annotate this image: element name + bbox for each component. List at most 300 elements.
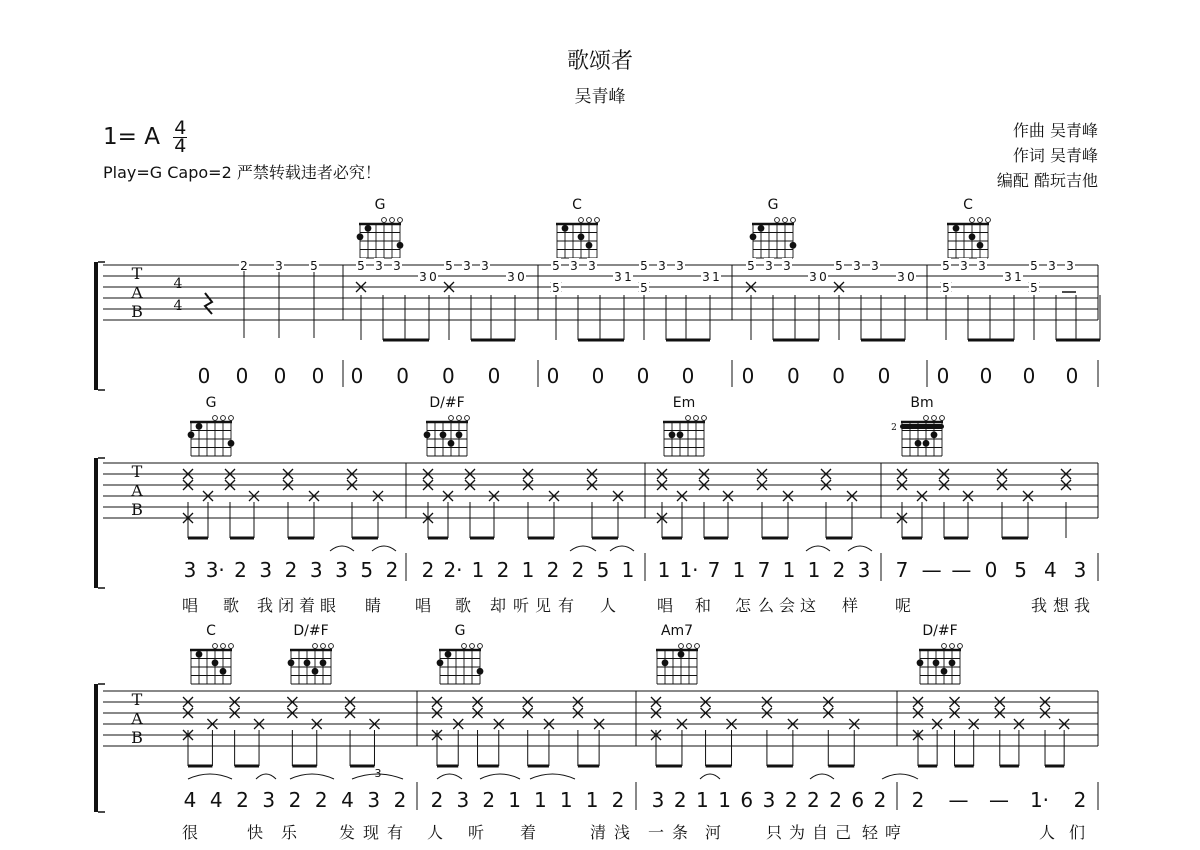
open-string-circle bbox=[321, 644, 326, 649]
lyric-char: 这 bbox=[799, 596, 817, 615]
open-string-circle bbox=[694, 416, 699, 421]
lyric-char: 听 bbox=[512, 596, 530, 615]
slur-arc bbox=[437, 774, 462, 779]
open-string-circle bbox=[398, 218, 403, 223]
jianpu-note: 0 bbox=[984, 558, 998, 582]
jianpu-note: 3· bbox=[205, 558, 225, 582]
barre-fret-label: 2 bbox=[891, 423, 897, 433]
lyric-char: 人 bbox=[1038, 823, 1056, 842]
finger-dot bbox=[212, 659, 219, 666]
jianpu-note: 0 bbox=[311, 364, 325, 388]
chord-name: G bbox=[374, 197, 386, 213]
slur-arc bbox=[610, 546, 634, 551]
finger-dot bbox=[440, 431, 447, 438]
quarter-rest bbox=[205, 293, 212, 314]
jianpu-note: 0 bbox=[636, 364, 650, 388]
jianpu-note: 0 bbox=[350, 364, 364, 388]
finger-dot bbox=[456, 431, 463, 438]
chord-name: C bbox=[963, 197, 973, 213]
slur-arc bbox=[848, 546, 872, 551]
open-string-circle bbox=[449, 416, 454, 421]
open-string-circle bbox=[579, 218, 584, 223]
jianpu-note: 1 bbox=[696, 788, 709, 812]
jianpu-note: 2 bbox=[832, 558, 846, 582]
lyric-char: 条 bbox=[671, 823, 689, 842]
fret-number: 5 bbox=[942, 281, 950, 295]
fret-number: 1 bbox=[624, 270, 632, 284]
jianpu-note: 2 bbox=[430, 788, 444, 812]
fret-number: 5 bbox=[835, 259, 843, 273]
jianpu-note: 3 bbox=[367, 788, 381, 812]
key-label: 1= A bbox=[103, 124, 160, 150]
open-string-circle bbox=[924, 416, 929, 421]
finger-dot bbox=[320, 659, 327, 666]
lyric-char: 唱 bbox=[181, 596, 199, 615]
fret-number: 3 bbox=[570, 259, 578, 273]
chord-diagram-g bbox=[357, 197, 404, 258]
slur-arc bbox=[530, 774, 575, 779]
chord-diagram-c bbox=[556, 197, 599, 258]
jianpu-note: 7 bbox=[707, 558, 721, 582]
jianpu-note: 2 bbox=[611, 788, 625, 812]
fret-number: 3 bbox=[481, 259, 489, 273]
chord-diagram-df bbox=[288, 623, 334, 684]
lyric-char: 快 bbox=[246, 823, 264, 842]
open-string-circle bbox=[679, 644, 684, 649]
tab-clef-letter: A bbox=[131, 283, 143, 302]
finger-dot bbox=[678, 651, 685, 658]
lyric-char: 人 bbox=[426, 823, 444, 842]
finger-dot bbox=[477, 668, 484, 675]
lyric-char: 听 bbox=[467, 823, 485, 842]
jianpu-note: 1 bbox=[521, 558, 535, 582]
chord-diagram-df bbox=[424, 395, 470, 456]
lyric-char: 睛 bbox=[364, 596, 382, 615]
jianpu-note: 2 bbox=[673, 788, 687, 812]
fret-number: 5 bbox=[552, 259, 560, 273]
lyric-char: 哼 bbox=[884, 823, 902, 842]
fret-number: 5 bbox=[640, 281, 648, 295]
lyric-char: 我 bbox=[1073, 596, 1091, 615]
slur-arc bbox=[570, 546, 596, 551]
fret-number: 3 bbox=[507, 270, 515, 284]
chord-diagram-c bbox=[947, 197, 990, 258]
open-string-circle bbox=[587, 218, 592, 223]
barre-bar bbox=[900, 424, 944, 429]
lyric-char: 清 bbox=[589, 823, 607, 842]
jianpu-note: 0 bbox=[197, 364, 211, 388]
fret-number: 3 bbox=[783, 259, 791, 273]
jianpu-note: 3 bbox=[183, 558, 197, 582]
jianpu-note: 0 bbox=[936, 364, 950, 388]
jianpu-note: 1 bbox=[559, 788, 573, 812]
lyric-char: 唱 bbox=[656, 596, 674, 615]
triplet-mark: 3 bbox=[374, 767, 382, 780]
fret-number: 5 bbox=[445, 259, 453, 273]
jianpu-note: 3 bbox=[857, 558, 871, 582]
fret-number: 3 bbox=[463, 259, 471, 273]
fret-number: 3 bbox=[702, 270, 710, 284]
chord-name: C bbox=[206, 623, 216, 639]
fret-number: 2 bbox=[240, 259, 248, 273]
arranger-credit: 编配 酷玩吉他 bbox=[996, 171, 1098, 190]
jianpu-note: 5 bbox=[1014, 558, 1028, 582]
lyric-char: 一 bbox=[647, 823, 665, 842]
open-string-circle bbox=[775, 218, 780, 223]
finger-dot bbox=[923, 440, 930, 447]
open-string-circle bbox=[390, 218, 395, 223]
tab-time-bottom: 4 bbox=[173, 298, 183, 314]
open-string-circle bbox=[950, 644, 955, 649]
chord-diagram-em bbox=[663, 395, 706, 456]
fret-number: 0 bbox=[429, 270, 437, 284]
finger-dot bbox=[437, 659, 444, 666]
jianpu-note: 0 bbox=[681, 364, 695, 388]
chord-name: Bm bbox=[910, 395, 934, 411]
slur-arc bbox=[188, 774, 232, 779]
jianpu-note: 4 bbox=[209, 788, 223, 812]
jianpu-note: 0 bbox=[441, 364, 455, 388]
play-capo-note: Play=G Capo=2 严禁转载违者必究！ bbox=[103, 163, 381, 182]
open-string-circle bbox=[213, 644, 218, 649]
jianpu-note: 2 bbox=[911, 788, 925, 812]
tab-clef-letter: B bbox=[131, 500, 143, 519]
lyric-char: 歌 bbox=[454, 596, 472, 615]
finger-dot bbox=[448, 440, 455, 447]
jianpu-note: 1· bbox=[1029, 788, 1050, 812]
finger-dot bbox=[196, 651, 203, 658]
fret-number: 3 bbox=[897, 270, 905, 284]
lyric-char: 歌 bbox=[222, 596, 240, 615]
jianpu-note: 3 bbox=[1073, 558, 1087, 582]
fret-number: 3 bbox=[419, 270, 427, 284]
finger-dot bbox=[790, 242, 797, 249]
slur-arc bbox=[806, 546, 830, 551]
open-string-circle bbox=[213, 416, 218, 421]
jianpu-note: 2 bbox=[421, 558, 435, 582]
jianpu-note: 0 bbox=[1022, 364, 1036, 388]
fret-number: 0 bbox=[907, 270, 915, 284]
chord-diagram-df bbox=[917, 623, 963, 684]
slur-arc bbox=[290, 774, 334, 779]
lyric-char: 有 bbox=[557, 596, 575, 615]
finger-dot bbox=[365, 225, 372, 232]
open-string-circle bbox=[229, 644, 234, 649]
open-string-circle bbox=[595, 218, 600, 223]
jianpu-note: 5 bbox=[596, 558, 610, 582]
finger-dot bbox=[445, 651, 452, 658]
composer-credit: 作曲 吴青峰 bbox=[1012, 121, 1098, 140]
lyric-char: 轻 bbox=[861, 823, 879, 842]
lyric-char: 么 bbox=[757, 596, 775, 615]
fret-number: 3 bbox=[765, 259, 773, 273]
jianpu-note: 1 bbox=[807, 558, 821, 582]
fret-number: 5 bbox=[942, 259, 950, 273]
finger-dot bbox=[931, 431, 938, 438]
jianpu-note: — bbox=[921, 558, 942, 582]
lyric-char: 却 bbox=[489, 596, 507, 615]
slur-arc bbox=[810, 774, 834, 779]
fret-number: 3 bbox=[1066, 259, 1074, 273]
lyric-char: 乐 bbox=[280, 823, 298, 842]
lyric-char: 自 bbox=[811, 823, 829, 842]
fret-number: 3 bbox=[1048, 259, 1056, 273]
open-string-circle bbox=[702, 416, 707, 421]
open-string-circle bbox=[686, 416, 691, 421]
jianpu-note: 1 bbox=[534, 788, 547, 812]
finger-dot bbox=[662, 659, 669, 666]
finger-dot bbox=[669, 431, 676, 438]
tab-time-top: 4 bbox=[173, 276, 183, 292]
jianpu-note: 2 bbox=[234, 558, 247, 582]
open-string-circle bbox=[221, 644, 226, 649]
jianpu-note: 2 bbox=[236, 788, 249, 812]
finger-dot bbox=[228, 440, 235, 447]
jianpu-note: 7 bbox=[895, 558, 909, 582]
open-string-circle bbox=[687, 644, 692, 649]
open-string-circle bbox=[986, 218, 991, 223]
chord-name: Am7 bbox=[660, 623, 694, 639]
jianpu-note: 2 bbox=[482, 788, 496, 812]
lyric-char: 闭 bbox=[277, 596, 295, 615]
chord-name: G bbox=[205, 395, 217, 411]
time-top: 4 bbox=[174, 117, 187, 139]
chord-diagram-bm bbox=[891, 395, 944, 456]
lyric-char: 我 bbox=[1030, 596, 1048, 615]
finger-dot bbox=[196, 423, 203, 430]
finger-dot bbox=[397, 242, 404, 249]
open-string-circle bbox=[313, 644, 318, 649]
jianpu-note: 2 bbox=[314, 788, 328, 812]
jianpu-note: 2 bbox=[829, 788, 842, 812]
fret-number: 3 bbox=[676, 259, 684, 273]
jianpu-note: 1 bbox=[471, 558, 485, 582]
lyric-char: 为 bbox=[788, 823, 806, 842]
jianpu-note: 3 bbox=[309, 558, 323, 582]
jianpu-note: — bbox=[948, 788, 969, 812]
open-string-circle bbox=[382, 218, 387, 223]
lyric-char: 己 bbox=[834, 823, 852, 842]
jianpu-note: 2 bbox=[393, 788, 407, 812]
fret-number: 5 bbox=[1030, 281, 1038, 295]
tab-clef-letter: T bbox=[131, 462, 143, 481]
lyric-char: 样 bbox=[841, 596, 859, 615]
jianpu-note: 1 bbox=[508, 788, 521, 812]
open-string-circle bbox=[478, 644, 483, 649]
slur-arc bbox=[372, 546, 396, 551]
fret-number: 3 bbox=[275, 259, 283, 273]
chord-diagram-g bbox=[188, 395, 235, 456]
lyric-char: 河 bbox=[704, 823, 722, 842]
jianpu-note: 1 bbox=[621, 558, 635, 582]
lyric-char: 唱 bbox=[414, 596, 432, 615]
tab-clef-letter: B bbox=[131, 728, 143, 747]
tab-clef-letter: B bbox=[131, 302, 143, 321]
jianpu-note: 2 bbox=[873, 788, 887, 812]
lyric-char: 呢 bbox=[894, 596, 912, 615]
jianpu-note: 0 bbox=[1065, 364, 1079, 388]
chord-name: D/#F bbox=[922, 623, 958, 639]
jianpu-note: 1 bbox=[718, 788, 731, 812]
lyric-char: 们 bbox=[1068, 823, 1086, 842]
finger-dot bbox=[933, 659, 940, 666]
chord-diagram-c bbox=[190, 623, 233, 684]
finger-dot bbox=[424, 431, 431, 438]
open-string-circle bbox=[783, 218, 788, 223]
fret-number: 3 bbox=[978, 259, 986, 273]
lyricist-credit: 作词 吴青峰 bbox=[1012, 146, 1098, 165]
time-bottom: 4 bbox=[174, 135, 187, 157]
jianpu-note: 0 bbox=[786, 364, 800, 388]
slur-arc bbox=[330, 546, 354, 551]
lyric-char: 很 bbox=[181, 823, 199, 842]
tab-clef-letter: A bbox=[131, 481, 143, 500]
finger-dot bbox=[969, 233, 976, 240]
finger-dot bbox=[288, 659, 295, 666]
jianpu-note: 0 bbox=[979, 364, 993, 388]
finger-dot bbox=[312, 668, 319, 675]
open-string-circle bbox=[978, 218, 983, 223]
jianpu-note: 4 bbox=[1043, 558, 1057, 582]
finger-dot bbox=[304, 659, 311, 666]
jianpu-note: 2 bbox=[288, 788, 302, 812]
chord-name: G bbox=[767, 197, 779, 213]
finger-dot bbox=[357, 233, 364, 240]
finger-dot bbox=[953, 225, 960, 232]
lyric-char: 有 bbox=[386, 823, 404, 842]
finger-dot bbox=[949, 659, 956, 666]
chord-diagram-g bbox=[750, 197, 797, 258]
tab-clef-letter: T bbox=[131, 690, 143, 709]
lyric-char: 着 bbox=[519, 823, 537, 842]
finger-dot bbox=[562, 225, 569, 232]
finger-dot bbox=[220, 668, 227, 675]
jianpu-note: 5 bbox=[360, 558, 374, 582]
jianpu-note: 7 bbox=[757, 558, 771, 582]
open-string-circle bbox=[329, 644, 334, 649]
chord-name: C bbox=[572, 197, 582, 213]
chord-diagram-g bbox=[437, 623, 484, 684]
jianpu-note: 0 bbox=[487, 364, 501, 388]
fret-number: 1 bbox=[1014, 270, 1022, 284]
finger-dot bbox=[188, 431, 195, 438]
fret-number: 3 bbox=[588, 259, 596, 273]
open-string-circle bbox=[221, 416, 226, 421]
fret-number: 5 bbox=[357, 259, 365, 273]
lyric-char: 眼 bbox=[319, 596, 337, 615]
jianpu-note: 1 bbox=[657, 558, 671, 582]
jianpu-note: 2 bbox=[807, 788, 820, 812]
lyric-char: 想 bbox=[1052, 596, 1070, 615]
fret-number: 3 bbox=[375, 259, 383, 273]
lyric-char: 浅 bbox=[613, 823, 631, 842]
jianpu-note: 2 bbox=[546, 558, 560, 582]
finger-dot bbox=[578, 233, 585, 240]
jianpu-note: 0 bbox=[877, 364, 891, 388]
open-string-circle bbox=[958, 644, 963, 649]
jianpu-note: 0 bbox=[546, 364, 560, 388]
slur-arc bbox=[700, 774, 720, 779]
jianpu-note: 1 bbox=[732, 558, 746, 582]
fret-number: 3 bbox=[614, 270, 622, 284]
open-string-circle bbox=[695, 644, 700, 649]
jianpu-note: 0 bbox=[396, 364, 410, 388]
jianpu-note: 2· bbox=[443, 558, 463, 582]
lyric-char: 和 bbox=[694, 596, 712, 615]
finger-dot bbox=[941, 668, 948, 675]
jianpu-note: 2 bbox=[385, 558, 399, 582]
lyric-char: 人 bbox=[599, 596, 617, 615]
jianpu-note: 3 bbox=[262, 788, 276, 812]
jianpu-note: 6 bbox=[740, 788, 754, 812]
jianpu-note: 4 bbox=[183, 788, 197, 812]
finger-dot bbox=[917, 659, 924, 666]
jianpu-note: 3 bbox=[456, 788, 470, 812]
finger-dot bbox=[758, 225, 765, 232]
jianpu-note: 2 bbox=[784, 788, 798, 812]
jianpu-note: 0 bbox=[235, 364, 249, 388]
open-string-circle bbox=[940, 416, 945, 421]
chord-diagram-am7 bbox=[656, 623, 699, 684]
lyric-char: 着 bbox=[298, 596, 316, 615]
jianpu-note: 3 bbox=[762, 788, 776, 812]
open-string-circle bbox=[942, 644, 947, 649]
fret-number: 0 bbox=[819, 270, 827, 284]
lyric-char: 现 bbox=[362, 823, 380, 842]
fret-number: 3 bbox=[658, 259, 666, 273]
fret-number: 3 bbox=[871, 259, 879, 273]
lyric-char: 怎 bbox=[734, 596, 752, 615]
fret-number: 0 bbox=[517, 270, 525, 284]
jianpu-note: 0 bbox=[591, 364, 605, 388]
lyric-char: 只 bbox=[765, 823, 783, 842]
fret-number: 3 bbox=[393, 259, 401, 273]
open-string-circle bbox=[470, 644, 475, 649]
fret-number: 5 bbox=[1030, 259, 1038, 273]
jianpu-note: 1· bbox=[679, 558, 699, 582]
jianpu-note: 2 bbox=[1073, 788, 1087, 812]
fret-number: 5 bbox=[747, 259, 755, 273]
lyric-char: 会 bbox=[778, 596, 796, 615]
open-string-circle bbox=[462, 644, 467, 649]
jianpu-note: 0 bbox=[832, 364, 846, 388]
jianpu-note: 0 bbox=[741, 364, 755, 388]
finger-dot bbox=[677, 431, 684, 438]
chord-name: D/#F bbox=[293, 623, 329, 639]
slur-arc bbox=[882, 774, 918, 779]
tab-clef-letter: T bbox=[131, 264, 143, 283]
jianpu-note: 3 bbox=[335, 558, 348, 582]
jianpu-note: 2 bbox=[571, 558, 585, 582]
open-string-circle bbox=[465, 416, 470, 421]
jianpu-note: — bbox=[989, 788, 1009, 812]
open-string-circle bbox=[457, 416, 462, 421]
song-title: 歌颂者 bbox=[566, 49, 633, 74]
fret-number: 3 bbox=[1004, 270, 1012, 284]
lyric-char: 见 bbox=[534, 596, 552, 615]
jianpu-note: 3 bbox=[651, 788, 665, 812]
jianpu-note: 6 bbox=[851, 788, 865, 812]
slur-arc bbox=[480, 774, 520, 779]
fret-number: 3 bbox=[960, 259, 968, 273]
open-string-circle bbox=[791, 218, 796, 223]
fret-number: 3 bbox=[809, 270, 817, 284]
jianpu-note: — bbox=[951, 558, 972, 582]
artist-name: 吴青峰 bbox=[574, 87, 626, 107]
jianpu-note: 3 bbox=[259, 558, 273, 582]
fret-number: 5 bbox=[640, 259, 648, 273]
fret-number: 5 bbox=[552, 281, 560, 295]
